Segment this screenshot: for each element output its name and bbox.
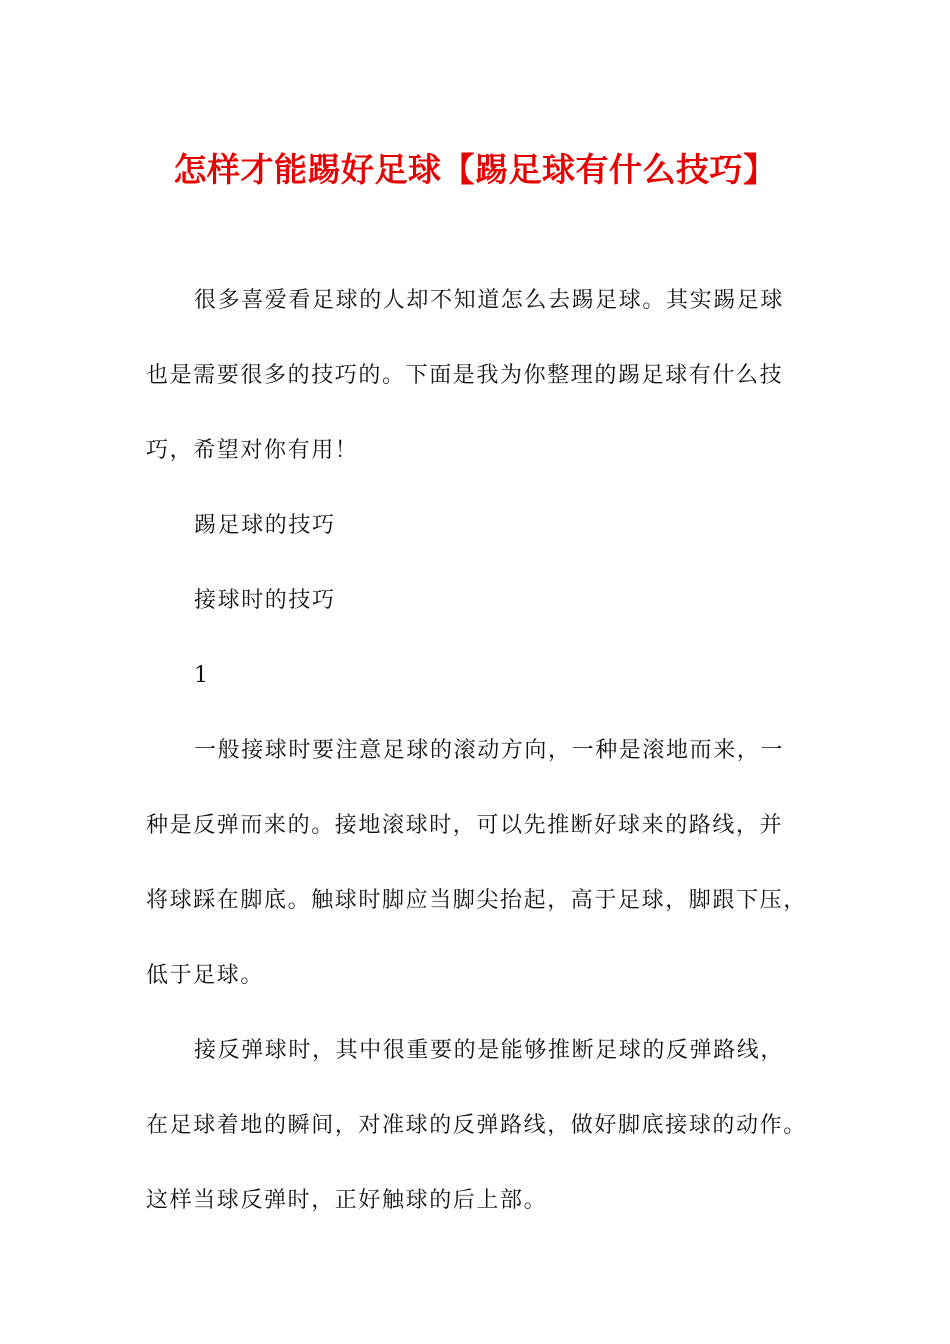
step-number: 1 [194, 663, 210, 688]
paragraph-line: 这样当球反弹时，正好触球的后上部。 [146, 1188, 548, 1213]
document-body [146, 263, 814, 1238]
paragraph-line: 将球踩在脚底。触球时脚应当脚尖抬起，高于足球，脚跟下压， [146, 888, 807, 913]
document-title: 怎样才能踢好足球【踢足球有什么技巧】 [173, 150, 777, 189]
paragraph-line: 也是需要很多的技巧的。下面是我为你整理的踢足球有什么技 [146, 363, 784, 388]
paragraph-line: 低于足球。 [146, 963, 265, 988]
paragraph-line: 很多喜爱看足球的人却不知道怎么去踢足球。其实踢足球 [194, 288, 785, 313]
subsection-heading: 接球时的技巧 [194, 588, 336, 613]
paragraph-line: 巧，希望对你有用！ [146, 438, 359, 463]
section-heading: 踢足球的技巧 [194, 513, 336, 538]
paragraph-line: 在足球着地的瞬间，对准球的反弹路线，做好脚底接球的动作。 [146, 1113, 807, 1138]
paragraph-line: 一般接球时要注意足球的滚动方向，一种是滚地而来，一 [194, 738, 785, 763]
paragraph-line: 接反弹球时，其中很重要的是能够推断足球的反弹路线， [194, 1038, 785, 1063]
paragraph-line: 种是反弹而来的。接地滚球时，可以先推断好球来的路线，并 [146, 813, 784, 838]
